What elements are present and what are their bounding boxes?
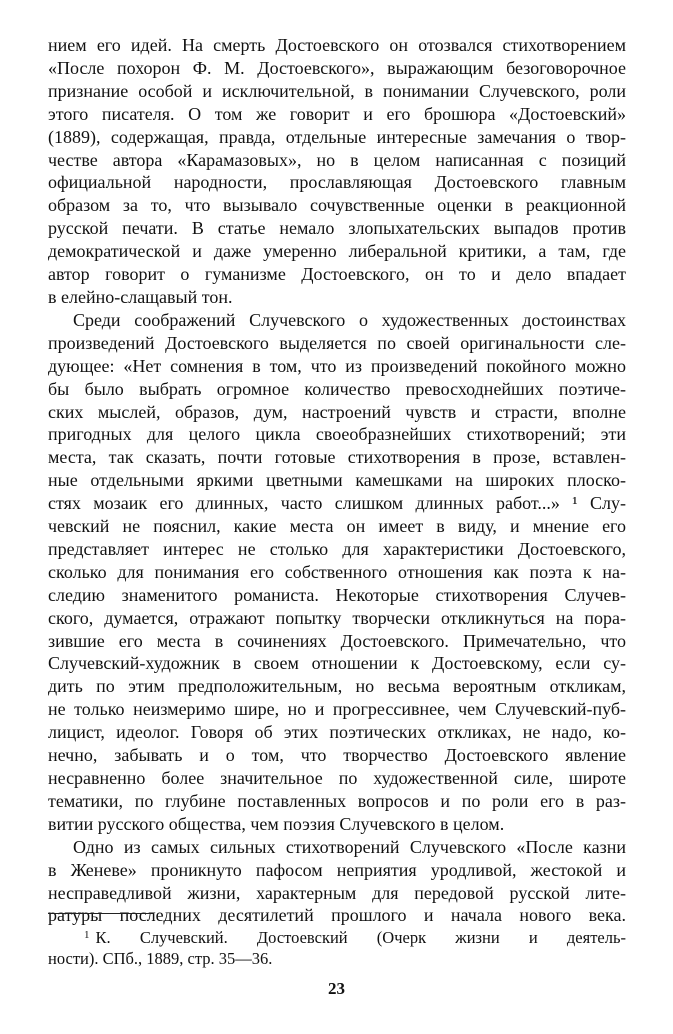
text-line: (1889), содержащая, правда, отдельные интересные замечания о твор- (48, 126, 626, 147)
text-line: произведений Достоевского выделяется по своей оригинальности сле- (48, 332, 626, 353)
text-line: бы было выбрать огромное количество превосходнейших поэтиче- (48, 378, 626, 399)
text-line: зившие его места в сочинениях Достоевского. Примечательно, что (48, 630, 626, 651)
text-line: чевский не пояснил, какие места он имеет в виду, и мнение его (48, 516, 626, 537)
footnote-line: ности). СПб., 1889, стр. 35—36. (48, 949, 273, 968)
text-line: дить по этим предположительным, но весьма вероятным откликам, (48, 676, 626, 697)
text-line: Среди соображений Случевского о художественных достоинствах (73, 309, 626, 330)
text-line: тематики, по глубине поставленных вопросов и по роли его в раз- (48, 790, 626, 811)
text-line: витии русского общества, чем поэзия Случевского в целом. (48, 813, 505, 834)
footnote-divider (48, 913, 154, 914)
text-line: честве автора «Карамазовых», но в целом написанная с позиций (48, 149, 626, 170)
footnote-line (48, 925, 626, 948)
footnote-text: К. Случевский. Достоевский (Очерк жизни и деятель- (95, 928, 626, 947)
text-line: официальной народности, прославляющая Достоевского главным (48, 172, 626, 193)
text-line: представляет интерес не столько для характеристики Достоевского, (48, 538, 626, 559)
text-line: «После похорон Ф. М. Достоевского», выражающим безоговорочное (48, 57, 626, 78)
text-line: лицист, идеолог. Говоря об этих поэтических откликах, не надо, ко- (48, 722, 626, 743)
text-line: места, так сказать, почти готовые стихотворения в прозе, вставлен- (48, 447, 626, 468)
text-line: пригодных для целого цикла своеобразнейших стихотворений; эти (48, 424, 626, 445)
text-line: демократической и даже умеренно либеральной критики, а там, где (48, 241, 626, 262)
text-line: в елейно-слащавый тон. (48, 286, 233, 307)
footnotes (48, 925, 626, 969)
paragraph-1 (48, 34, 626, 309)
text-line: следию знаменитого романиста. Некоторые стихотворения Случев- (48, 584, 626, 605)
page-number: 23 (328, 979, 345, 998)
text-line: русской печати. В статье немало злопыхательских выпадов против (48, 218, 626, 239)
main-text (48, 34, 626, 927)
text-line: несравненно более значительное по художественной силе, широте (48, 768, 626, 788)
text-line: Случевский-художник в своем отношении к Достоевскому, если су- (48, 653, 626, 674)
text-line: автор говорит о гуманизме Достоевского, он то и дело впадает (48, 264, 626, 285)
text-line: Одно из самых сильных стихотворений Случевского «После казни (73, 836, 626, 857)
paragraph-2 (48, 309, 626, 836)
text-line: несправедливой жизни, характерным для передовой русской лите- (48, 882, 626, 903)
text-line: ратуры последних десятилетий прошлого и начала нового века. (48, 905, 626, 926)
text-line: нием его идей. На смерть Достоевского он отозвался стихотворением (48, 35, 626, 55)
text-line: сколько для понимания его собственного отношения как поэта к на- (48, 561, 626, 582)
text-line: этого писателя. О том же говорит и его брошюра «Достоевский» (48, 103, 626, 124)
text-line: признание особой и исключительной, в понимании Случевского, роли (48, 80, 626, 101)
text-line: не только неизмеримо шире, но и прогрессивнее, чем Случевский-пуб- (48, 699, 626, 720)
text-line: образом за то, что вызывало сочувственные оценки в реакционной (48, 195, 626, 216)
text-line: ских мыслей, образов, дум, настроений чувств и страсти, вполне (48, 401, 626, 422)
text-line: дующее: «Нет сомнения в том, что из произведений покойного можно (48, 355, 626, 376)
footnote-marker: 1 (84, 929, 90, 941)
text-line: ные отдельными яркими цветными камешками на широких плоско- (48, 470, 626, 491)
text-line: стях мозаик его длинных, часто слишком длинных работ...» ¹ Слу- (48, 493, 626, 514)
text-line: нечно, забывать и о том, что творчество Достоевского явление (48, 745, 626, 766)
text-line: ского, думается, отражают попытку творчески откликнуться на пора- (48, 607, 626, 628)
text-line: в Женеве» проникнуто пафосом неприятия уродливой, жестокой и (48, 859, 626, 880)
